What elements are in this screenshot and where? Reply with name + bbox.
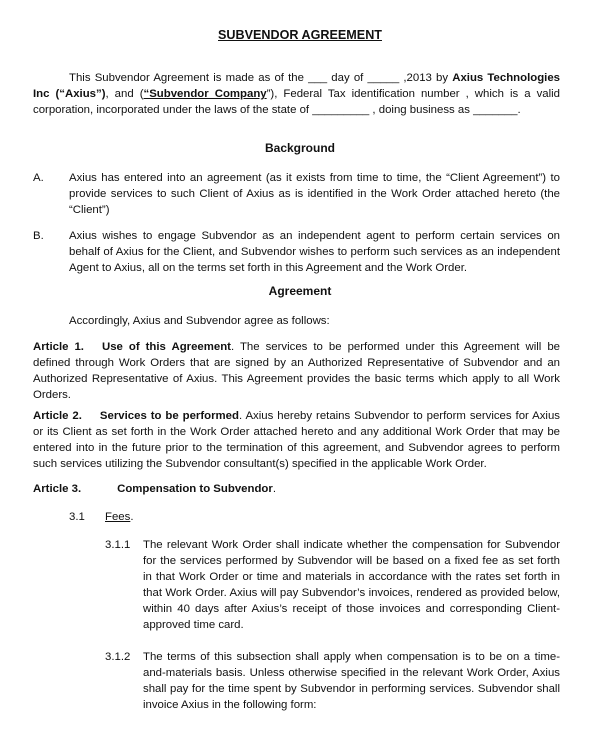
- subsection-3-1-1: [105, 537, 560, 633]
- article-label: Article 3.: [33, 483, 82, 495]
- article-heading: Services to be performed: [99, 410, 239, 422]
- recital-marker: A.: [33, 172, 44, 184]
- section-number: 3.1: [69, 511, 85, 523]
- section-label: Fees: [105, 511, 131, 523]
- article-label: Article 2.: [33, 410, 82, 422]
- subsection-3-1-2: [105, 649, 560, 713]
- intro-paragraph: [33, 70, 560, 118]
- intro-text-1: This Subvendor Agreement is made as of the ___ day of _____ ,2013 by: [69, 72, 453, 84]
- agreement-heading: Agreement: [268, 284, 332, 298]
- subsection-number: 3.1.2: [105, 651, 131, 663]
- recital-text: Axius wishes to engage Subvendor as an independent agent to perform certain services on behalf of Axius for the Client, and Subvendor wishes to perform such services as an independent Agent to Axius, all on the terms set forth in this Agreement and the Work Order.: [69, 230, 560, 274]
- subvendor-party-name: “Subvendor Company: [143, 88, 267, 100]
- article-3: [33, 481, 560, 497]
- background-heading: Background: [264, 141, 335, 155]
- section-3-1: [69, 509, 134, 525]
- subsection-text: The terms of this subsection shall apply when compensation is to be on a time-and-materials basis. Unless otherwise specified in the relevant Work Order, Axius shall pay for the time spent by Subvendor in performing services. Subvendor shall invoice Axius in the following form:: [143, 651, 560, 711]
- article-text: .: [272, 483, 276, 495]
- intro-text-3: ”), Federal Tax identification number , which is a valid corporation, incorporated under the laws of the state of _________ , doing business as _______.: [33, 88, 561, 116]
- axius-party-name: Axius Technologies Inc (“Axius”): [33, 72, 560, 100]
- article-text: . The services to be performed under this Agreement will be defined through Work Orders that are signed by an Authorized Representative of Subvendor and an Authorized Representative of Axius. This Agreement provides the basic terms which apply to all Work Orders.: [33, 341, 560, 401]
- article-heading: Use of this Agreement: [101, 341, 231, 353]
- subsection-text: The relevant Work Order shall indicate whether the compensation for Subvendor for the services performed by Subvendor will be based on a fixed fee as set forth in that Work Order or time and materials in accordance with the rates set forth in that Work Order. Axius will pay Subvendor’s invoices, rendered as provided below, within 40 days after Axius’s receipt of those invoices and corresponding Client-approved time card.: [143, 539, 560, 631]
- section-suffix: .: [130, 511, 134, 523]
- article-2: [33, 408, 560, 472]
- article-label: Article 1.: [33, 341, 84, 353]
- recital-a: [33, 170, 560, 218]
- article-text: . Axius hereby retains Subvendor to perform services for Axius or its Client as set forth in the Work Order attached hereto and any additional Work Order that may be entered into in the future prior to the termination of this agreement, and Subvendor agrees to perform such services utilizing the Subvendor consultant(s) specified in the applicable Work Order.: [33, 410, 560, 470]
- article-1: [33, 339, 560, 403]
- article-heading: Compensation to Subvendor: [117, 483, 273, 495]
- recital-text: Axius has entered into an agreement (as it exists from time to time, the “Client Agreement”) to provide services to such Client of Axius as is identified in the Work Order attached hereto (the “Client”): [69, 172, 560, 216]
- recital-marker: B.: [33, 230, 44, 242]
- intro-text-2: , and (: [105, 88, 144, 100]
- document-title: SUBVENDOR AGREEMENT: [218, 28, 382, 42]
- accordingly-paragraph: Accordingly, Axius and Subvendor agree as follows:: [69, 315, 330, 327]
- subsection-number: 3.1.1: [105, 539, 131, 551]
- recital-b: [33, 228, 560, 276]
